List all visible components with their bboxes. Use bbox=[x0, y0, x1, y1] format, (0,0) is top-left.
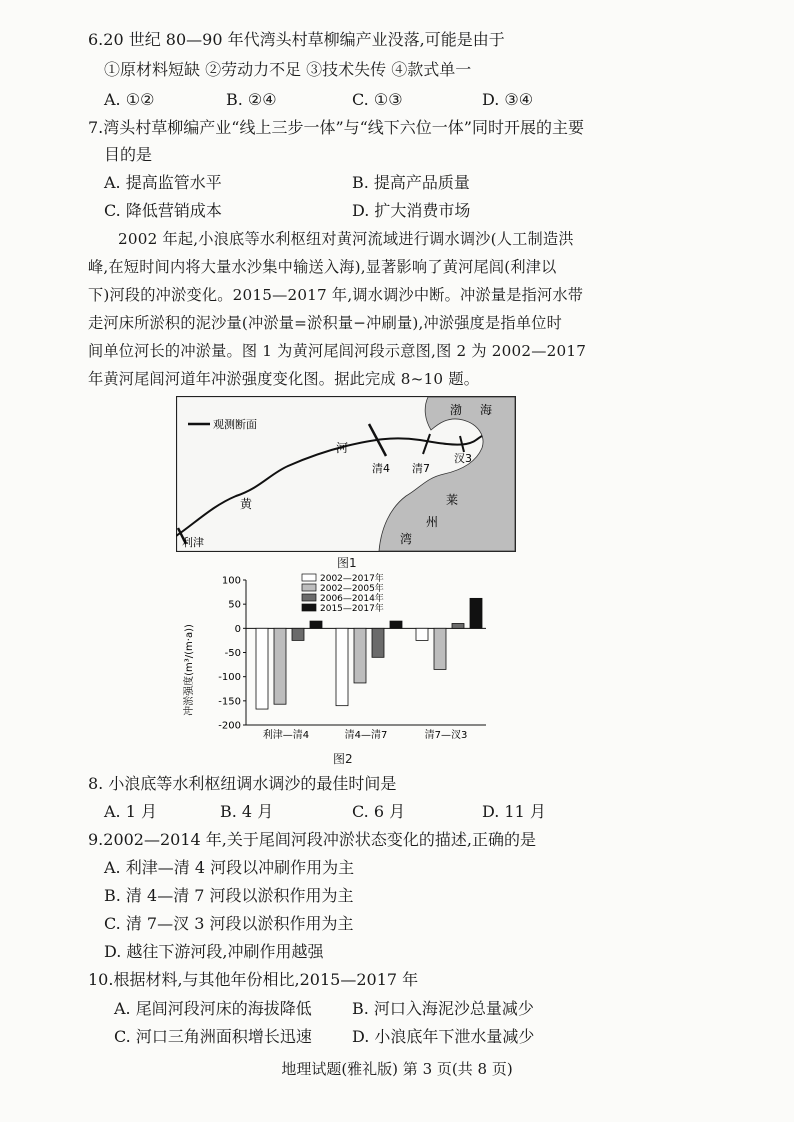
chart-x-tick-label: 清7—汊3 bbox=[424, 730, 468, 741]
material-line-6: 年黄河尾闾河道年冲淤强度变化图。据此完成 8~10 题。 bbox=[88, 370, 480, 388]
figure1-caption: 图1 bbox=[337, 556, 357, 570]
material-line-4: 走河床所淤积的泥沙量(冲淤量=淤积量−冲刷量),冲淤强度是指单位时 bbox=[88, 314, 562, 332]
page-footer: 地理试题(雅礼版) 第 3 页(共 8 页) bbox=[281, 1060, 513, 1078]
chart-bar bbox=[354, 628, 366, 683]
chart-y-tick-label: 50 bbox=[228, 599, 241, 611]
chart-legend-swatch bbox=[302, 584, 316, 591]
q9-stem: 9.2002—2014 年,关于尾闾河段冲淤状态变化的描述,正确的是 bbox=[88, 830, 536, 849]
chart-y-tick-label: 100 bbox=[221, 575, 241, 587]
chart-bar bbox=[256, 628, 268, 709]
q7-stem-line1: 7.湾头村草柳编产业“线上三步一体”与“线下六位一体”同时开展的主要 bbox=[88, 118, 584, 137]
siltation-chart bbox=[180, 570, 500, 746]
chart-legend-swatch bbox=[302, 594, 316, 601]
station-qing7: 清7 bbox=[412, 462, 430, 475]
q8-option-b: B. 4 月 bbox=[220, 802, 274, 821]
q8-option-a: A. 1 月 bbox=[104, 802, 157, 821]
q9-option-a: A. 利津—清 4 河段以冲刷作用为主 bbox=[104, 858, 355, 877]
material-line-1: 2002 年起,小浪底等水利枢纽对黄河流域进行调水调沙(人工制造洪 bbox=[118, 230, 574, 248]
bay-label-1: 莱 bbox=[446, 493, 459, 507]
chart-legend-label: 2002—2005年 bbox=[320, 584, 384, 594]
q7-option-d: D. 扩大消费市场 bbox=[352, 201, 471, 220]
q8-stem: 8. 小浪底等水利枢纽调水调沙的最佳时间是 bbox=[88, 774, 397, 793]
river-label-he: 河 bbox=[336, 441, 349, 455]
q7-option-a: A. 提高监管水平 bbox=[104, 173, 222, 192]
chart-bar bbox=[372, 628, 384, 657]
q6-option-a: A. ①② bbox=[104, 90, 155, 109]
chart-bar bbox=[434, 628, 446, 669]
station-lijin: 利津 bbox=[182, 536, 204, 549]
chart-legend-swatch bbox=[302, 604, 316, 611]
q9-option-c: C. 清 7—汊 3 河段以淤积作用为主 bbox=[104, 914, 354, 933]
q10-option-c: C. 河口三角洲面积增长迅速 bbox=[114, 1027, 312, 1046]
q8-option-c: C. 6 月 bbox=[352, 802, 406, 821]
chart-y-tick-label: 0 bbox=[234, 623, 241, 635]
q6-option-d: D. ③④ bbox=[482, 90, 534, 109]
chart-y-tick-label: -150 bbox=[218, 696, 241, 708]
q6-option-c: C. ①③ bbox=[352, 90, 403, 109]
legend-label: 观测断面 bbox=[213, 418, 257, 431]
chart-bar bbox=[452, 624, 464, 629]
q7-stem-line2: 目的是 bbox=[104, 145, 153, 164]
chart-y-tick-label: -50 bbox=[224, 648, 241, 659]
material-line-5: 间单位河长的冲淤量。图 1 为黄河尾闾河段示意图,图 2 为 2002—2017 bbox=[88, 342, 587, 360]
chart-x-tick-label: 利津—清4 bbox=[262, 730, 310, 741]
material-line-3: 下)河段的冲淤变化。2015—2017 年,调水调沙中断。冲淤量是指河水带 bbox=[88, 286, 584, 304]
chart-ylabel: 冲淤强度(m³/(m·a)) bbox=[184, 624, 195, 716]
chart-y-tick-label: -200 bbox=[218, 720, 241, 732]
station-cha3: 汊3 bbox=[454, 452, 472, 465]
q9-option-b: B. 清 4—清 7 河段以淤积作用为主 bbox=[104, 886, 354, 905]
chart-bar bbox=[416, 628, 428, 640]
bay-label-3: 湾 bbox=[400, 532, 413, 546]
chart-x-tick-label: 清4—清7 bbox=[344, 730, 388, 741]
river-label-huang: 黄 bbox=[240, 497, 253, 511]
chart-bar bbox=[274, 628, 286, 704]
chart-bar bbox=[292, 628, 304, 640]
q8-option-d: D. 11 月 bbox=[482, 802, 546, 821]
chart-bar bbox=[336, 628, 348, 705]
q10-option-b: B. 河口入海泥沙总量减少 bbox=[352, 999, 534, 1018]
sea-label-2: 海 bbox=[480, 403, 493, 417]
q9-option-d: D. 越往下游河段,冲刷作用越强 bbox=[104, 942, 324, 961]
chart-legend-label: 2006—2014年 bbox=[320, 594, 384, 604]
chart-legend-swatch bbox=[302, 574, 316, 581]
chart-bar bbox=[390, 621, 402, 628]
station-qing4: 清4 bbox=[372, 462, 390, 475]
chart-legend-label: 2015—2017年 bbox=[320, 604, 384, 614]
q7-option-b: B. 提高产品质量 bbox=[352, 173, 470, 192]
figure2-caption: 图2 bbox=[333, 752, 353, 766]
chart-legend-label: 2002—2017年 bbox=[320, 574, 384, 584]
chart-bar bbox=[470, 598, 482, 628]
chart-y-tick-label: -100 bbox=[218, 672, 241, 684]
sea-label-1: 渤 bbox=[450, 403, 463, 417]
q10-option-a: A. 尾闾河段河床的海拔降低 bbox=[114, 999, 312, 1018]
chart-bar bbox=[310, 621, 322, 628]
q6-items: ①原材料短缺 ②劳动力不足 ③技术失传 ④款式单一 bbox=[104, 60, 472, 79]
q10-option-d: D. 小浪底年下泄水量减少 bbox=[352, 1027, 535, 1046]
q7-option-c: C. 降低营销成本 bbox=[104, 201, 222, 220]
q10-stem: 10.根据材料,与其他年份相比,2015—2017 年 bbox=[88, 970, 419, 989]
q6-option-b: B. ②④ bbox=[226, 90, 277, 109]
bay-label-2: 州 bbox=[426, 515, 439, 529]
q6-stem: 6.20 世纪 80—90 年代湾头村草柳编产业没落,可能是由于 bbox=[88, 30, 505, 49]
river-map bbox=[176, 396, 516, 552]
material-line-2: 峰,在短时间内将大量水沙集中输送入海),显著影响了黄河尾闾(利津以 bbox=[88, 258, 557, 276]
